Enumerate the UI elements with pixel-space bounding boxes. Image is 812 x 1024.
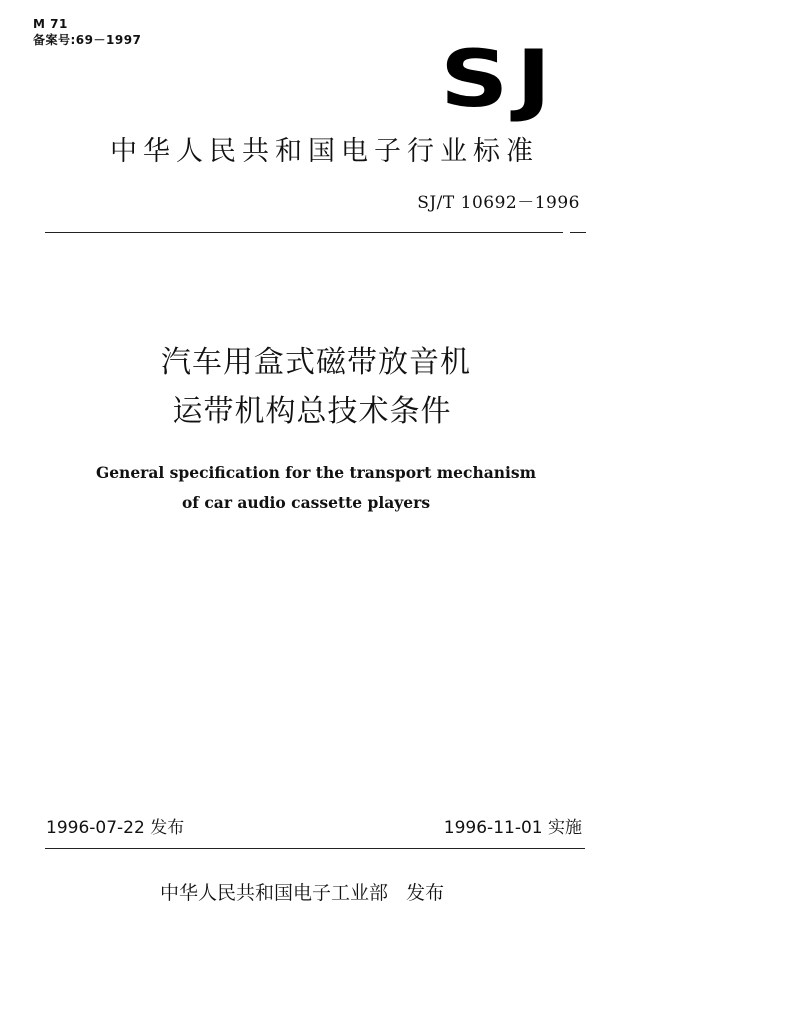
publisher: 中华人民共和国电子工业部 发布 [160, 882, 445, 904]
document-title-en-line1: General specification for the transport mechanism [95, 463, 537, 482]
classification-code: M 71 [33, 17, 68, 31]
document-title-en-line2: of car audio cassette players [181, 493, 431, 512]
standard-code: SJ/T 10692－1996 [417, 193, 580, 213]
record-number: 备案号:69－1997 [33, 33, 142, 47]
sj-logo: SJ [440, 35, 559, 125]
standard-title: 中华人民共和国电子行业标准 [110, 136, 539, 167]
document-title-zh-line2: 运带机构总技术条件 [172, 394, 452, 429]
implementation-date: 1996-11-01 实施 [443, 818, 582, 838]
document-title-zh-line1: 汽车用盒式磁带放音机 [161, 345, 471, 380]
header-divider-end [570, 232, 586, 233]
header-divider [45, 232, 563, 233]
issue-date: 1996-07-22 发布 [46, 818, 185, 838]
footer-divider [45, 848, 585, 849]
classification-block [33, 16, 141, 48]
